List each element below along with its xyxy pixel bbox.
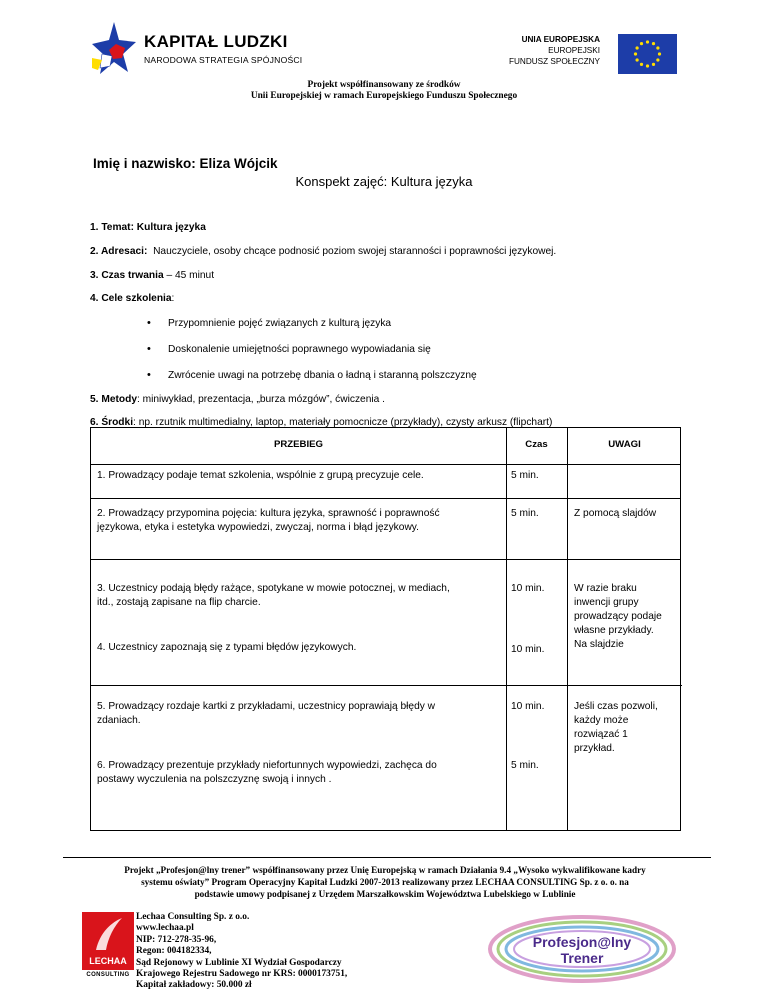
kapital-ludzki-logo (92, 22, 362, 78)
eu-line: EUROPEJSKI (548, 46, 600, 55)
row-text: językowa, etyka i estetyka wypowiedzi, zwyczaj, norma i błąd językowy. (97, 522, 419, 533)
eu-line: FUNDUSZ SPOŁECZNY (509, 57, 600, 66)
company-details (136, 912, 347, 992)
notes-text: W razie braku (574, 583, 637, 594)
company-line: Krajowego Rejestru Sadowego nr KRS: 0000173751, (136, 969, 348, 980)
lechaa-wordmark: LECHAA (89, 956, 127, 966)
table-row (97, 507, 440, 535)
table-divider (506, 428, 507, 830)
row-text: 3. Uczestnicy podają błędy rażące, spotykane w mowie potocznej, w mediach, (97, 583, 450, 594)
footer-line: Projekt „Profesjon@lny trener” współfinansowany przez Unię Europejską w ramach Działania 9.4 „Wysoko wykwalifikowane kadry (124, 865, 646, 875)
row-text: 6. Prowadzący prezentuje przykłady niefortunnych wypowiedzi, zachęca do (97, 760, 437, 771)
goals-label: 4. Cele szkolenia (90, 293, 172, 304)
audience-label: 2. Adresaci: (90, 246, 148, 257)
row-text: postawy wyczulenia na polszczyznę swoją i innych . (97, 774, 332, 785)
topic-line (90, 222, 206, 233)
methods-line (90, 394, 385, 405)
eu-star-icon (636, 58, 639, 61)
goal-item: • Przypomnienie pojęć związanych z kulturą języka (168, 318, 391, 329)
footer-divider (63, 857, 711, 858)
table-divider (91, 464, 680, 465)
trener-word-1: Profesjon@lny (532, 934, 632, 950)
table-row (97, 641, 356, 655)
lechaa-consulting: CONSULTING (86, 972, 130, 978)
methods-label: 5. Metody (90, 394, 137, 405)
eu-star-icon (656, 46, 659, 49)
eu-star-icon (656, 58, 659, 61)
notes-text: Na slajdzie (574, 639, 624, 650)
eu-line: UNIA EUROPEJSKA (521, 35, 600, 44)
footer-line: podstawie umowy podpisanej z Urzędem Marszałkowskim Województwa Lubelskiego w Lublinie (194, 889, 576, 899)
table-divider (91, 685, 568, 686)
table-row (97, 700, 435, 728)
goals-line: 4. Cele szkolenia: (90, 293, 175, 304)
row-text: zdaniach. (97, 715, 141, 726)
notes-text: prowadzący podaje (574, 611, 662, 622)
eu-star-icon (658, 52, 661, 55)
notes-text: przykład. (574, 743, 615, 754)
row-time: 5 min. (511, 508, 539, 519)
methods-text: : miniwykład, prezentacja, „burza mózgów”, ćwiczenia . (136, 394, 385, 405)
eu-label (509, 34, 600, 67)
header-czas: Czas (525, 439, 548, 450)
eu-star-icon (634, 52, 637, 55)
topic-text: 1. Temat: Kultura języka (90, 222, 206, 233)
company-line: Regon: 004182334, (136, 946, 212, 957)
company-line: Lechaa Consulting Sp. z o.o. (136, 912, 250, 922)
table-row (97, 582, 450, 610)
row-text: 1. Prowadzący podaje temat szkolenia, wspólnie z grupą precyzuje cele. (97, 470, 424, 481)
table-divider (567, 428, 568, 830)
duration-line (90, 270, 214, 281)
notes-text: Z pomocą slajdów (574, 508, 657, 519)
header-przebieg: PRZEBIEG (273, 439, 324, 450)
notes-text: inwencji grupy (574, 597, 639, 608)
goal-item: • Zwrócenie uwagi na potrzebę dbania o ładną i staranną polszczyznę (168, 370, 477, 381)
eu-star-icon (640, 63, 643, 66)
lechaa-swoosh-icon (82, 912, 134, 956)
trener-rings-icon (484, 905, 680, 987)
lechaa-logo (82, 912, 134, 982)
table-divider (567, 685, 682, 686)
footer-line: systemu oświaty” Program Operacyjny Kapitał Ludzki 2007-2013 realizowany przez LECHAA CONSULTING Sp. z o. o. na (141, 877, 629, 887)
name-line: Imię i nazwisko: Eliza Wójcik (93, 156, 278, 171)
row-time: 10 min. (511, 701, 545, 712)
eu-star-icon (636, 46, 639, 49)
eu-star-icon (652, 63, 655, 66)
table-row (97, 469, 424, 483)
kapital-ludzki-star-icon (92, 22, 136, 78)
table-divider (91, 559, 680, 560)
resources-label: 6. Środki (90, 417, 134, 428)
trener-word-2: Trener (560, 950, 604, 966)
audience-line (90, 246, 556, 257)
audience-text: Nauczyciele, osoby chcące podnosić poziom swojej staranności i poprawności językowej. (153, 246, 557, 257)
company-line: NIP: 712-278-35-96, (136, 934, 217, 945)
footer-note (80, 864, 690, 900)
row-notes (574, 582, 662, 652)
row-time: 5 min. (511, 470, 539, 481)
row-text: 2. Prowadzący przypomina pojęcia: kultura języka, sprawność i poprawność (97, 508, 440, 519)
document-title: Konspekt zajęć: Kultura języka (295, 174, 473, 189)
row-text: 4. Uczestnicy zapoznają się z typami błędów językowych. (97, 642, 357, 653)
row-time: 5 min. (511, 760, 539, 771)
row-text: 5. Prowadzący rozdaje kartki z przykładami, uczestnicy poprawiają błędy w (97, 701, 436, 712)
table-divider (91, 498, 680, 499)
row-text: itd., zostają zapisane na flip charcie. (97, 597, 261, 608)
eu-star-icon (652, 42, 655, 45)
row-notes (574, 507, 656, 521)
header-uwagi: UWAGI (608, 439, 641, 450)
notes-text: każdy może (574, 715, 629, 726)
company-line: www.lechaa.pl (136, 923, 194, 934)
row-time: 10 min. (511, 644, 545, 655)
duration-label: 3. Czas trwania (90, 270, 164, 281)
company-line: Kapitał zakładowy: 50.000 zł (136, 980, 252, 991)
row-time: 10 min. (511, 583, 545, 594)
notes-text: własne przykłady. (574, 625, 654, 636)
kapital-ludzki-subtitle: NARODOWA STRATEGIA SPÓJNOŚCI (144, 55, 303, 65)
notes-text: rozwiązać 1 (574, 729, 628, 740)
profesjonalny-trener-logo (484, 905, 680, 987)
eu-star-icon (640, 42, 643, 45)
cofinancing-note (0, 80, 768, 102)
eu-flag-icon (618, 34, 677, 74)
cofinancing-line: Projekt współfinansowany ze środków (307, 80, 461, 90)
row-notes (574, 700, 658, 756)
cofinancing-line: Unii Europejskiej w ramach Europejskiego Funduszu Społecznego (250, 91, 518, 101)
eu-star-icon (646, 40, 649, 43)
course-table (90, 427, 681, 831)
notes-text: Jeśli czas pozwoli, (574, 701, 658, 712)
duration-text: – 45 minut (166, 270, 215, 281)
kapital-ludzki-title: KAPITAŁ LUDZKI (144, 32, 288, 51)
table-row (97, 759, 437, 787)
eu-star-icon (646, 64, 649, 67)
resources-text: : np. rzutnik multimedialny, laptop, materiały pomocnicze (przykłady), czysty arkusz (flipchart) (133, 417, 553, 428)
goal-item: • Doskonalenie umiejętności poprawnego wypowiadania się (168, 344, 431, 355)
company-line: Sąd Rejonowy w Lublinie XI Wydział Gospodarczy (136, 957, 342, 968)
